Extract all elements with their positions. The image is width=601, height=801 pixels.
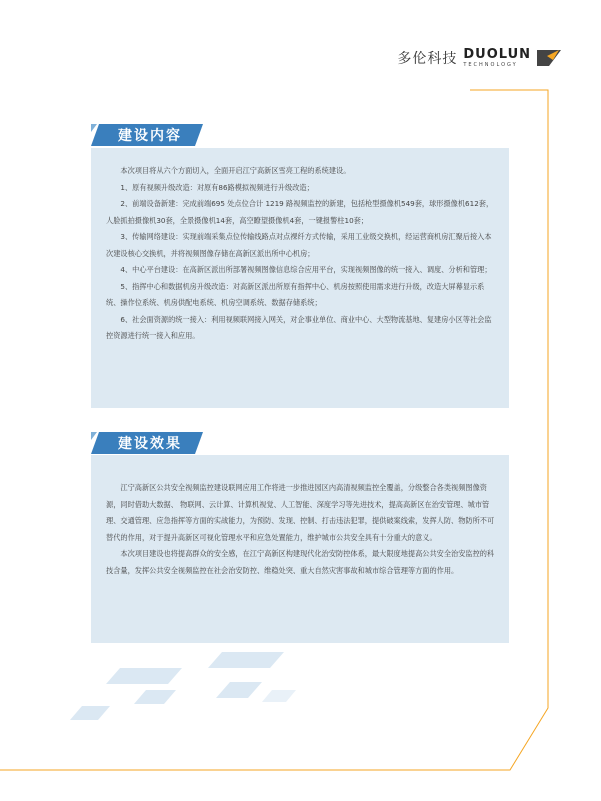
section-tag-construction-content: [91, 124, 182, 146]
paragraph: 2、前端设备新建：完成前端695 处点位合计 1219 路视频监控的新建，包括枪型摄像机549套，球形摄像机612套，人脸抓拍摄像机30套，全景摄像机14套，高空瞭望摄像机4套，一键报警柱10套；: [106, 199, 494, 225]
section-body: [106, 163, 495, 345]
logo-chinese-name: 多伦科技: [397, 51, 458, 67]
logo-english-block: [463, 48, 531, 68]
company-logo: [397, 48, 561, 68]
construction-effect-panel: [91, 455, 509, 643]
paragraph: 江宁高新区公共安全视频监控建设联网应用工作将进一步推进园区内高清视频监控全覆盖，分级整合各类视频图像资源，同时借助大数据、 物联网、云计算、计算机视觉、人工智能、深度学习等先进技术，提高高新区在治安管理、城市管理、交通管理、应急指挥等方面的实战能力，为预防、发现、控制、打击违法犯罪，提供破案线索，发挥人防、物防所不可替代的作用，对于提升高新区可视化管理水平和应急处置能力，维护城市公共安全具有十分重大的意义。: [106, 483, 495, 542]
paragraph: 本次项目将从六个方面切入，全面开启江宁高新区雪亮工程的系统建设。: [120, 166, 351, 175]
section-title: 建设效果: [118, 436, 182, 452]
section-body: [106, 480, 495, 579]
section-tag-construction-effect: [91, 432, 182, 454]
construction-content-panel: [91, 148, 509, 408]
logo-mark-icon: [537, 50, 561, 66]
logo-english-name: DUOLUN: [463, 47, 531, 62]
section-title: 建设内容: [118, 128, 182, 144]
paragraph: 5、指挥中心和数据机房升级改造：对高新区派出所原有指挥中心、机房按照使用需求进行升级，改造大屏幕显示系统、操作位系统、机房供配电系统、机房空调系统、数据存储系统；: [106, 281, 485, 307]
paragraph: 1、原有视频升级改造：对原有86路模拟视频进行升级改造；: [120, 182, 314, 192]
paragraph: 4、中心平台建设：在高新区派出所部署视频图像信息综合应用平台，实现视频图像的统一接入、调度、分析和管理；: [120, 265, 492, 274]
paragraph: 3、传输网络建设：实现前端采集点位传输线路点对点裸纤方式传输，采用工业级交换机，经运营商机房汇聚后接入本次建设核心交换机，并将视频图像存储在高新区派出所中心机房；: [106, 232, 492, 258]
logo-english-sub: TECHNOLOGY: [463, 62, 518, 68]
paragraph: 6、社会面资源的统一接入：利用视频联网接入网关，对企事业单位、商业中心、大型物流基地、复建房小区等社会监控资源进行统一接入和应用。: [106, 314, 492, 340]
paragraph: 本次项目建设也将提高群众的安全感，在江宁高新区构建现代化治安防控体系，最大限度地提高公共安全治安监控的科技含量，发挥公共安全视频监控在社会治安防控、维稳处突、重大自然灾害事故和城市综合管理等方面的作用。: [106, 549, 495, 575]
